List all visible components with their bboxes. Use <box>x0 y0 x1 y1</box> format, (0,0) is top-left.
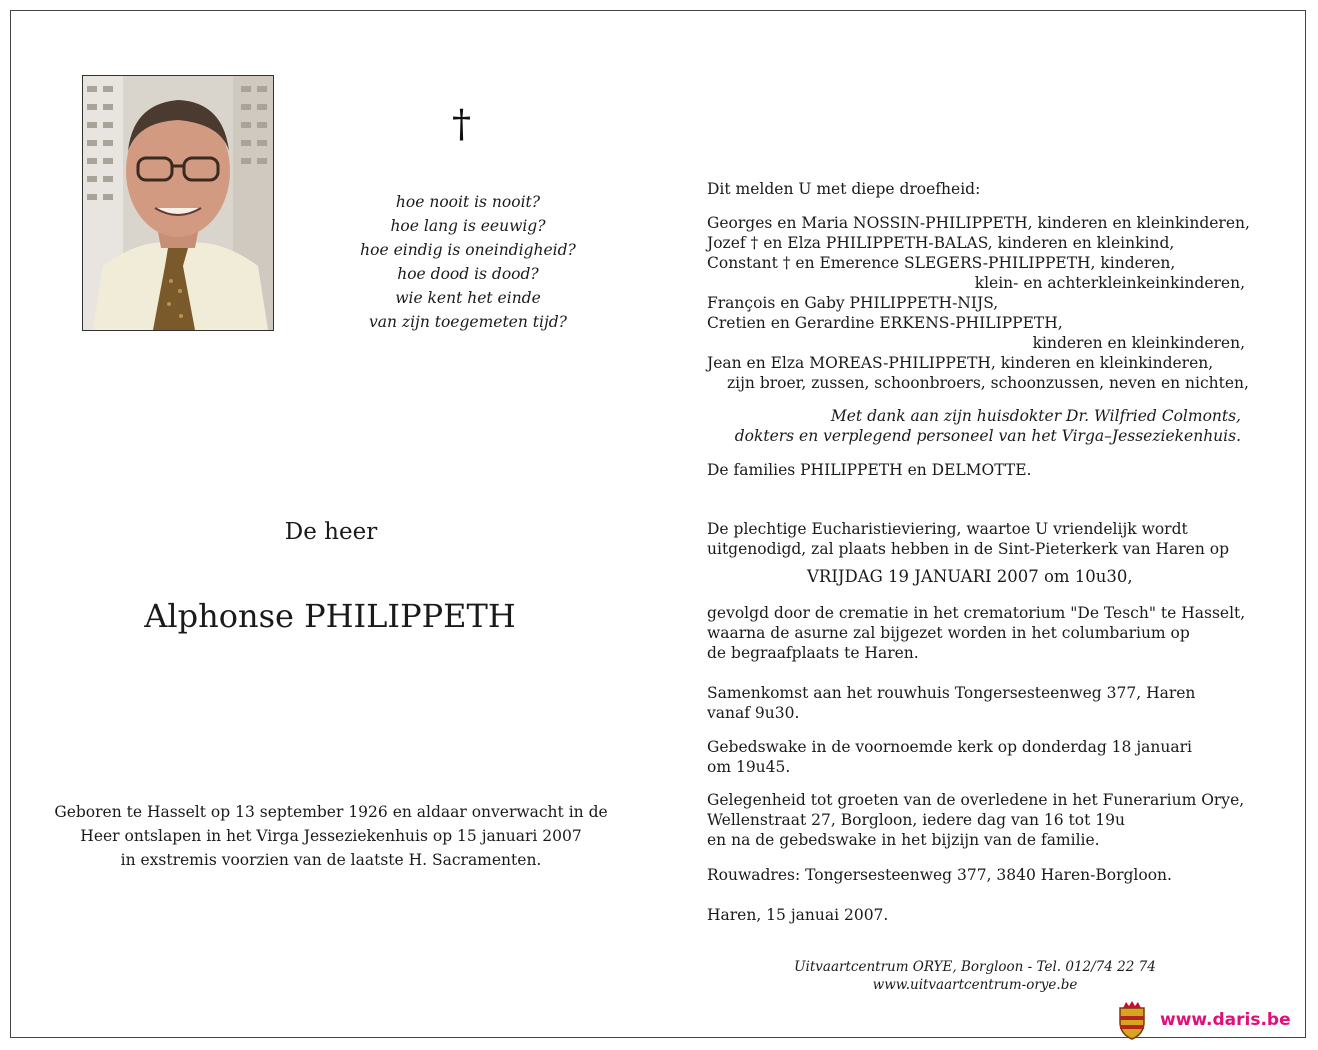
families-text: De families PHILIPPETH en DELMOTTE. <box>707 461 1032 479</box>
family-line: klein- en achterkleinkeinkinderen, <box>974 274 1245 292</box>
poem-line: hoe dood is dood? <box>397 265 539 283</box>
greeting-line: Wellenstraat 27, Borgloon, iedere dag van 16 tot 19u <box>707 811 1125 829</box>
mass-info <box>707 519 1267 559</box>
family-line: Constant † en Emerence SLEGERS-PHILIPPETH, kinderen, <box>707 254 1176 272</box>
portrait-photo <box>82 75 274 331</box>
family-line: zijn broer, zussen, schoonbroers, schoonzussen, neven en nichten, <box>727 374 1249 392</box>
cremation-line: de begraafplaats te Haren. <box>707 644 919 662</box>
poem-line: hoe lang is eeuwig? <box>390 217 546 235</box>
mourning-address <box>707 865 1267 885</box>
family-line: François en Gaby PHILIPPETH-NIJS, <box>707 294 999 312</box>
poem-line: hoe eindig is oneindigheid? <box>360 241 576 259</box>
funeral-home-footer <box>760 958 1190 994</box>
cremation-line: gevolgd door de crematie in het crematorium "De Tesch" te Hasselt, <box>707 604 1246 622</box>
gathering-line: Samenkomst aan het rouwhuis Tongersesteenweg 377, Haren <box>707 684 1196 702</box>
footer-line: www.uitvaartcentrum-orye.be <box>872 977 1078 993</box>
announcement-intro <box>707 179 1267 199</box>
footer-line: Uitvaartcentrum ORYE, Borgloon - Tel. 012/74 22 74 <box>794 959 1156 975</box>
family-list <box>707 213 1267 393</box>
service-date <box>707 567 1267 587</box>
family-line: Jean en Elza MOREAS-PHILIPPETH, kinderen en kleinkinderen, <box>707 354 1214 372</box>
cremation-line: waarna de asurne zal bijgezet worden in het columbarium op <box>707 624 1190 642</box>
intro-line: Dit melden U met diepe droefheid: <box>707 180 981 198</box>
poem <box>330 190 606 334</box>
cross-icon: † <box>452 102 471 146</box>
family-line: Jozef † en Elza PHILIPPETH-BALAS, kinderen en kleinkind, <box>707 234 1175 252</box>
birth-death-statement <box>50 800 612 872</box>
mass-line: uitgenodigd, zal plaats hebben in de Sint-Pieterkerk van Haren op <box>707 540 1229 558</box>
family-line: kinderen en kleinkinderen, <box>1032 334 1245 352</box>
watermark-text: www.daris.be <box>1160 1010 1291 1030</box>
wake-line: Gebedswake in de voornoemde kerk op donderdag 18 januari <box>707 738 1192 756</box>
poem-line: hoe nooit is nooit? <box>395 193 541 211</box>
address-text: Rouwadres: Tongersesteenweg 377, 3840 Haren-Borgloon. <box>707 866 1172 884</box>
thanks-note <box>707 406 1267 446</box>
honorific: De heer <box>284 519 378 545</box>
poem-line: van zijn toegemeten tijd? <box>369 313 567 331</box>
thanks-line: dokters en verplegend personeel van het Virga–Jesseziekenhuis. <box>734 427 1241 445</box>
greeting-info <box>707 790 1267 850</box>
families-line <box>707 460 1267 480</box>
greeting-line: Gelegenheid tot groeten van de overledene in het Funerarium Orye, <box>707 791 1245 809</box>
gathering-line: vanaf 9u30. <box>707 704 800 722</box>
greeting-line: en na de gebedswake in het bijzijn van de familie. <box>707 831 1100 849</box>
crest-icon <box>1117 1000 1147 1040</box>
place-date <box>707 905 1267 925</box>
statement-line: in exstremis voorzien van de laatste H. Sacramenten. <box>120 851 542 869</box>
thanks-line: Met dank aan zijn huisdokter Dr. Wilfried Colmonts, <box>830 407 1241 425</box>
place-date-text: Haren, 15 januai 2007. <box>707 906 889 924</box>
family-line: Cretien en Gerardine ERKENS-PHILIPPETH, <box>707 314 1063 332</box>
wake-info <box>707 737 1267 777</box>
mass-line: De plechtige Eucharistieviering, waartoe U vriendelijk wordt <box>707 520 1188 538</box>
poem-line: wie kent het einde <box>395 289 541 307</box>
service-date-text: VRIJDAG 19 JANUARI 2007 om 10u30, <box>807 567 1133 586</box>
cremation-info <box>707 603 1267 663</box>
statement-line: Heer ontslapen in het Virga Jesseziekenhuis op 15 januari 2007 <box>80 827 582 845</box>
deceased-name: Alphonse PHILIPPETH <box>144 597 516 635</box>
wake-line: om 19u45. <box>707 758 791 776</box>
gathering-info <box>707 683 1267 723</box>
statement-line: Geboren te Hasselt op 13 september 1926 en aldaar onverwacht in de <box>54 803 608 821</box>
family-line: Georges en Maria NOSSIN-PHILIPPETH, kinderen en kleinkinderen, <box>707 214 1250 232</box>
